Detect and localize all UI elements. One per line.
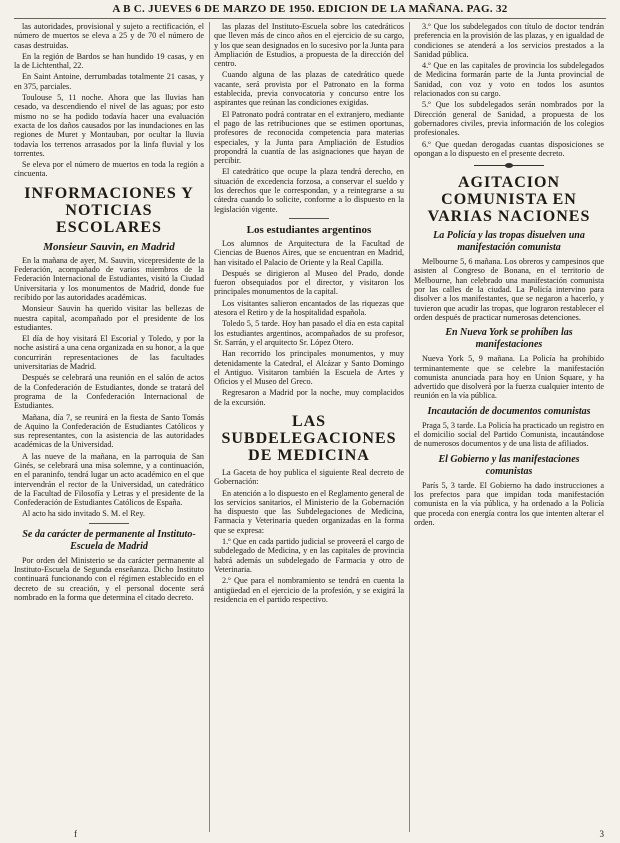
article-title: La Policía y las tropas disuelven una manifestación comunista	[433, 230, 585, 254]
paragraph: Cuando alguna de las plazas de catedrático quede vacante, será provista por el Patronato en la forma establecida, previa convocatoria y concurso entre los aspirantes que reúnan las condiciones exigidas.	[214, 70, 404, 108]
paragraph: Después se dirigieron al Museo del Prado, donde fueron obsequiados por el director, y visitaron los principales monumentos de la capital.	[214, 268, 404, 297]
separator	[89, 523, 129, 524]
paragraph: las plazas del Instituto-Escuela sobre los catedráticos que lleven más de cinco años en el ejercicio de su cargo, y los que sean designados en lo sucesivo por la Junta para Ampliación de Estudios, a propuesta de la dirección del centro.	[214, 22, 404, 69]
paragraph: Los alumnos de Arquitectura de la Facultad de Ciencias de Buenos Aires, que se encuentran en Madrid, han visitado el Palacio de Oriente y la Real Capilla.	[214, 238, 404, 267]
paragraph: las autoridades, provisional y sujeto a rectificación, el número de muertos se eleva a 25 y de 70 el número de casas destruidas.	[14, 22, 204, 50]
paragraph: Mañana, día 7, se reunirá en la fiesta de Santo Tomás de Aquino la Confederación de Estudiantes Católicos y sus representantes, con la asistencia de las autoridades académicas de la Universidad.	[14, 412, 204, 450]
paragraph: El catedrático que ocupe la plaza tendrá derecho, en situación de excedencia forzosa, a conservar el sueldo y los derechos que le correspondan, y a reintegrarse a su cátedra cuando lo solicite, conforme a lo dispuesto en la legislación vigente.	[214, 167, 404, 214]
paragraph: 4.º Que en las capitales de provincia los subdelegados de Medicina formarán parte de la Junta provincial de Sanidad, con voz y voto en todos los asuntos relacionados con su cargo.	[414, 61, 604, 99]
paragraph: 5.º Que los subdelegados serán nombrados por la Dirección general de Sanidad, a propuesta de los gobernadores civiles, previa información de los colegios profesionales.	[414, 100, 604, 138]
article-title: El Gobierno y las manifestaciones comunistas	[438, 453, 580, 477]
section-heading: AGITACION COMUNISTA EN VARIAS NACIONES	[427, 174, 591, 226]
paragraph: Toledo 5, 5 tarde. Hoy han pasado el día en esta capital los estudiantes argentinos, acompañados de su profesor, Sr. Sarrán, y el arquitecto Sr. López Otero.	[214, 319, 404, 347]
paragraph: Por orden del Ministerio se da carácter permanente al Instituto-Escuela de Segunda enseñanza. Dicho Instituto continuará funcionando con el régimen establecido en el decreto de su creación, y el personal docente será nombrado en la forma que determina el citado decreto.	[14, 555, 204, 602]
footer-mark-right: 3	[599, 829, 604, 839]
running-head: A B C. JUEVES 6 DE MARZO DE 1950. EDICION DE LA MAÑANA. PAG. 32	[112, 3, 508, 15]
article-title: Monsieur Sauvin, en Madrid	[43, 240, 175, 253]
paragraph: Monsieur Sauvin ha querido visitar las bellezas de nuestra capital, acompañado por el presidente de los estudiantes.	[14, 304, 204, 332]
paragraph: Después se celebrará una reunión en el salón de actos de la Confederación de Estudiantes, donde se tratará del programa de la Confederación Internacional de Estudiantes.	[14, 373, 204, 411]
paragraph: Toulouse 5, 11 noche. Ahora que las lluvias han cesado, va descendiendo el nivel de las aguas; por esto mismo no se ha podido todavía hacer una evaluación exacta de los daños causados por las inundaciones en las regiones de Muret y Montauban, por ocultar la lluvia todavía los terrenos arrasados por la linfa fluvial y los torrentes.	[14, 93, 204, 158]
section-heading: LAS SUBDELEGACIONES DE MEDICINA	[221, 412, 397, 464]
paragraph: Los visitantes salieron encantados de las riquezas que atesora el Retiro y de la hospitalidad española.	[214, 298, 404, 318]
article-title: En Nueva York se prohíben las manifestaciones	[445, 327, 573, 351]
paragraph: En la región de Bardos se han hundido 19 casas, y en la de Lichtenthal, 22.	[14, 51, 204, 71]
paragraph: Han recorrido los principales monumentos, y muy detenidamente la Catedral, el Alcázar y Santo Domingo el Antiguo. Visitaron también la Escuela de Artes y Oficios y el Museo del Greco.	[214, 349, 404, 387]
article-title: Incautación de documentos comunistas	[427, 405, 591, 417]
paragraph: Nueva York 5, 9 mañana. La Policía ha prohibido terminantemente que se celebre la manifestación comunista anunciada para hoy en Union Square, y ha advertido que disolverá por la fuerza cualquier intento de reunión en la vía pública.	[414, 354, 604, 401]
paragraph: Melbourne 5, 6 mañana. Los obreros y campesinos que asisten al Congreso de Bonana, en el territorio de Melbourne, han celebrado una manifestación comunista por las calles de la ciudad. La Policía intervino para disolver a los manifestantes, que se negaron a hacerlo, y tuvieron que acudir las tropas, que lograron restablecer el orden después de practicar numerosas detenciones.	[414, 257, 604, 322]
paragraph: Praga 5, 3 tarde. La Policía ha practicado un registro en el domicilio social del Partido Comunista, incautándose de numerosos documentos y de una lista de afiliados.	[414, 420, 604, 449]
paragraph: A las nueve de la mañana, en la parroquia de San Ginés, se celebrará una misa solemne, y a continuación, en el paraninfo, tendrá lugar un acto académico en el que intervendrán el rector de la Universidad, un catedrático de la Facultad de Filosofía y Letras y el presidente de la Confederación de Estudiantes Católicos de España.	[14, 451, 204, 508]
column-1	[14, 22, 204, 834]
paragraph: El día de hoy visitará El Escorial y Toledo, y por la noche asistirá a una cena organizada en su honor, a la que concurrirán representaciones de las facultades universitarias de Madrid.	[14, 334, 204, 372]
paragraph: En la mañana de ayer, M. Sauvin, vicepresidente de la Federación, acompañado de varios miembros de la Federación Internacional de Estudiantes, visitó la Ciudad Universitaria y los monumentos de Madrid, donde fue recibido por las autoridades académicas.	[14, 255, 204, 302]
paragraph: Al acto ha sido invitado S. M. el Rey.	[22, 509, 145, 519]
paragraph: La Gaceta de hoy publica el siguiente Real decreto de Gobernación:	[214, 467, 404, 487]
paragraph: París 5, 3 tarde. El Gobierno ha dado instrucciones a los prefectos para que impidan toda manifestación comunista en la vía pública, y ha ordenado a la Policía que proceda con energía contra los que intenten alterar el orden.	[414, 480, 604, 527]
paragraph: 1.º Que en cada partido judicial se proveerá el cargo de subdelegado de Medicina, y en las capitales de provincia habrá además un subdelegado de Farmacia y otro de Veterinaria.	[214, 537, 404, 574]
column-2	[214, 22, 404, 834]
column-divider	[209, 22, 210, 832]
paragraph: Se eleva por el número de muertos en toda la región a cincuenta.	[14, 160, 204, 179]
separator	[289, 218, 329, 219]
paragraph: Regresaron a Madrid por la noche, muy complacidos de la excursión.	[214, 388, 404, 407]
paragraph: El Patronato podrá contratar en el extranjero, mediante el pago de las retribuciones que se estimen oportunas, profesores de reconocida competencia para materias especiales, y la Junta para Ampliación de Estudios propondrá la cuantía de las asignaciones que hayan de percibir.	[214, 109, 404, 166]
article-title: Se da carácter de permanente al Instituto-Escuela de Madrid	[22, 528, 196, 552]
paragraph: 2.º Que para el nombramiento se tendrá en cuenta la antigüedad en el ejercicio de la profesión, y se exigirá la residencia en el partido respectivo.	[214, 576, 404, 604]
paragraph: En atención a lo dispuesto en el Reglamento general de los servicios sanitarios, el Ministerio de la Gobernación ha dispuesto que las Subdelegaciones de Medicina, Farmacia y Veterinaria queden organizadas en la forma que se expresa:	[214, 488, 404, 535]
section-heading: INFORMACIONES Y NOTICIAS ESCOLARES	[24, 184, 194, 236]
ornament-divider	[474, 163, 544, 168]
article-title: Los estudiantes argentinos	[246, 223, 372, 236]
column-3	[414, 22, 604, 834]
footer-mark-left: f	[74, 829, 77, 839]
paragraph: 6.º Que quedan derogadas cuantas disposiciones se opongan a lo dispuesto en el presente decreto.	[414, 139, 604, 158]
paragraph: 3.º Que los subdelegados con título de doctor tendrán preferencia en la provisión de las plazas, y en igualdad de condiciones se atenderá a los servicios prestados a la Sanidad pública.	[414, 22, 604, 59]
newspaper-page	[14, 0, 606, 843]
column-divider	[409, 22, 410, 832]
paragraph: En Saint Antoine, derrumbadas totalmente 21 casas, y en 375, parciales.	[14, 72, 204, 91]
header-rule	[14, 18, 606, 19]
